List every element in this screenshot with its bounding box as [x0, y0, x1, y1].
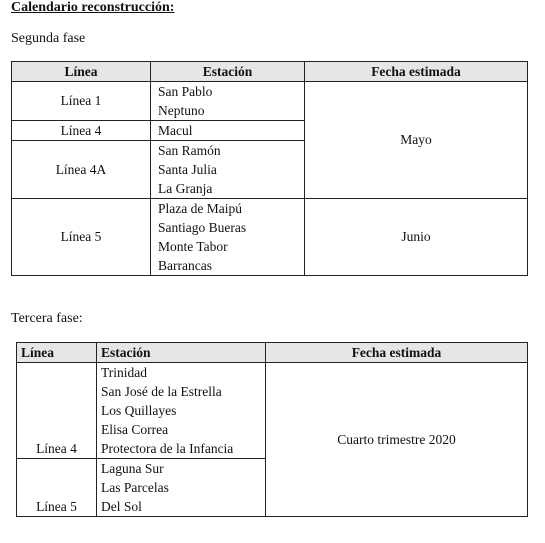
header-linea: Línea: [17, 343, 97, 363]
station-cell: [97, 459, 266, 517]
station-name: Barrancas: [158, 258, 212, 273]
station-name: San Ramón: [158, 143, 221, 158]
station-name: Plaza de Maipú: [158, 201, 242, 216]
station-name: San José de la Estrella: [101, 384, 222, 399]
station-cell: [97, 363, 266, 459]
station-name: Protectora de la Infancia: [101, 441, 234, 456]
table-header-row: [17, 343, 528, 363]
date-cell: Mayo: [305, 82, 528, 199]
station-name: Elisa Correa: [101, 422, 169, 437]
date-cell: Cuarto trimestre 2020: [266, 363, 528, 517]
station-name: Del Sol: [101, 499, 142, 514]
line-cell: Línea 4: [17, 363, 97, 459]
station-cell: [151, 141, 305, 199]
station-cell: [151, 82, 305, 121]
header-fecha: Fecha estimada: [305, 62, 528, 82]
station-name: Neptuno: [158, 103, 205, 118]
date-cell: Junio: [305, 199, 528, 276]
header-fecha: Fecha estimada: [266, 343, 528, 363]
document-title: Calendario reconstrucción:: [11, 0, 175, 15]
phase-label-second: Segunda fase: [11, 31, 86, 46]
station-name: Las Parcelas: [101, 480, 169, 495]
line-cell: Línea 1: [12, 82, 151, 121]
header-linea: Línea: [12, 62, 151, 82]
table-header-row: [12, 62, 528, 82]
station-name: Los Quillayes: [101, 403, 177, 418]
station-name: La Granja: [158, 181, 213, 196]
header-estacion: Estación: [97, 343, 266, 363]
station-name: Laguna Sur: [101, 461, 164, 476]
station-name: Macul: [158, 123, 193, 138]
third-phase-table: [16, 342, 528, 517]
station-name: Santiago Bueras: [158, 220, 247, 235]
header-estacion: Estación: [151, 62, 305, 82]
station-cell: [151, 199, 305, 276]
table-row: [12, 82, 528, 121]
station-name: San Pablo: [158, 84, 213, 99]
line-cell: Línea 5: [17, 459, 97, 517]
table-row: [12, 199, 528, 276]
line-cell: Línea 5: [12, 199, 151, 276]
line-cell: Línea 4A: [12, 141, 151, 199]
phase-label-third: Tercera fase:: [11, 311, 83, 326]
station-name: Monte Tabor: [158, 239, 228, 254]
table-row: [17, 363, 528, 459]
line-cell: Línea 4: [12, 121, 151, 141]
station-name: Trinidad: [101, 365, 148, 380]
station-cell: [151, 121, 305, 141]
station-name: Santa Julia: [158, 162, 217, 177]
second-phase-table: [11, 61, 528, 276]
